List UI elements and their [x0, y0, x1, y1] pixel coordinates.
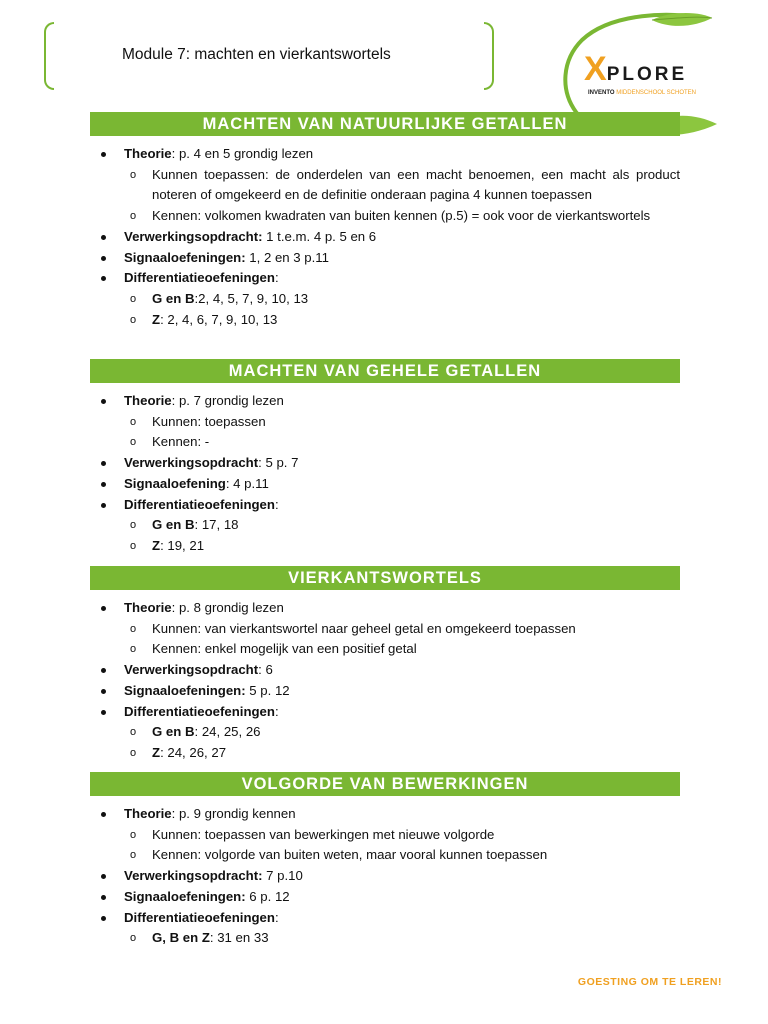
logo-word: PLORE — [606, 64, 688, 85]
list-item-signaal: Signaaloefeningen: 6 p. 12 — [90, 887, 680, 908]
section-list — [90, 144, 680, 330]
list-item-diff-group: o G en B: 24, 25, 26 — [90, 722, 680, 743]
list-item-theorie: Theorie: p. 9 grondig kennen — [90, 804, 680, 825]
logo-sub-school: MIDDENSCHOOL SCHOTEN — [616, 90, 697, 96]
section-machten-natuurlijke-getallen — [90, 112, 680, 330]
list-item-verwerking: Verwerkingsopdracht: 5 p. 7 — [90, 453, 680, 474]
list-item-verwerking: Verwerkingsopdracht: 6 — [90, 660, 680, 681]
list-item-verwerking: Verwerkingsopdracht: 7 p.10 — [90, 866, 680, 887]
header-frame — [44, 22, 494, 92]
list-item-diff-group: o G en B:2, 4, 5, 7, 9, 10, 13 — [90, 289, 680, 310]
list-item-diff-group: o G, B en Z: 31 en 33 — [90, 928, 680, 949]
list-item-kunnen: o Kunnen: van vierkantswortel naar geheel getal en omgekeerd toepassen — [90, 619, 680, 640]
list-item-kennen: o Kennen: volkomen kwadraten van buiten kennen (p.5) = ook voor de vierkantswortels — [90, 206, 680, 227]
list-item-diff-group: o Z: 2, 4, 6, 7, 9, 10, 13 — [90, 310, 680, 331]
logo-sub-brand: INVENTO — [588, 90, 615, 96]
list-item-theorie: Theorie: p. 7 grondig lezen — [90, 391, 680, 412]
list-item-differentiatie: Differentiatieoefeningen: — [90, 495, 680, 516]
list-item-theorie: Theorie: p. 8 grondig lezen — [90, 598, 680, 619]
list-item-diff-group: o Z: 24, 26, 27 — [90, 743, 680, 764]
logo-wordmark — [584, 50, 687, 89]
section-volgorde-bewerkingen — [90, 772, 680, 949]
list-item-differentiatie: Differentiatieoefeningen: — [90, 908, 680, 929]
section-machten-gehele-getallen — [90, 359, 680, 557]
header-bracket-left — [44, 22, 54, 90]
list-item-theorie: Theorie: p. 4 en 5 grondig lezen — [90, 144, 680, 165]
list-item-kunnen: o Kunnen: toepassen — [90, 412, 680, 433]
list-item-kennen: o Kennen: volgorde van buiten weten, maar vooral kunnen toepassen — [90, 845, 680, 866]
section-title: MACHTEN VAN NATUURLIJKE GETALLEN — [90, 112, 680, 136]
footer-slogan: GOESTING OM TE LEREN! — [577, 976, 722, 988]
list-item-kunnen: o Kunnen toepassen: de onderdelen van een macht benoemen, een macht als product noteren of omgekeerd en de definitie onderaan pagina 4 kunnen toepassen — [90, 165, 680, 206]
list-item-diff-group: o G en B: 17, 18 — [90, 515, 680, 536]
section-list — [90, 598, 680, 764]
logo-x-letter: X — [584, 50, 607, 88]
list-item-differentiatie: Differentiatieoefeningen: — [90, 702, 680, 723]
list-item-signaal: Signaaloefeningen: 1, 2 en 3 p.11 — [90, 248, 680, 269]
module-title: Module 7: machten en vierkantswortels — [122, 46, 391, 63]
list-item-diff-group: o Z: 19, 21 — [90, 536, 680, 557]
header-bracket-right — [484, 22, 494, 90]
section-title: VIERKANTSWORTELS — [90, 566, 680, 590]
section-title: MACHTEN VAN GEHELE GETALLEN — [90, 359, 680, 383]
section-vierkantswortels — [90, 566, 680, 764]
list-item-verwerking: Verwerkingsopdracht: 1 t.e.m. 4 p. 5 en 6 — [90, 227, 680, 248]
list-item-signaal: Signaaloefening: 4 p.11 — [90, 474, 680, 495]
list-item-kennen: o Kennen: - — [90, 432, 680, 453]
section-list — [90, 804, 680, 949]
list-item-kunnen: o Kunnen: toepassen van bewerkingen met nieuwe volgorde — [90, 825, 680, 846]
section-list — [90, 391, 680, 557]
list-item-signaal: Signaaloefeningen: 5 p. 12 — [90, 681, 680, 702]
logo-subline — [588, 90, 696, 96]
list-item-kennen: o Kennen: enkel mogelijk van een positief getal — [90, 639, 680, 660]
list-item-differentiatie: Differentiatieoefeningen: — [90, 268, 680, 289]
section-title: VOLGORDE VAN BEWERKINGEN — [90, 772, 680, 796]
